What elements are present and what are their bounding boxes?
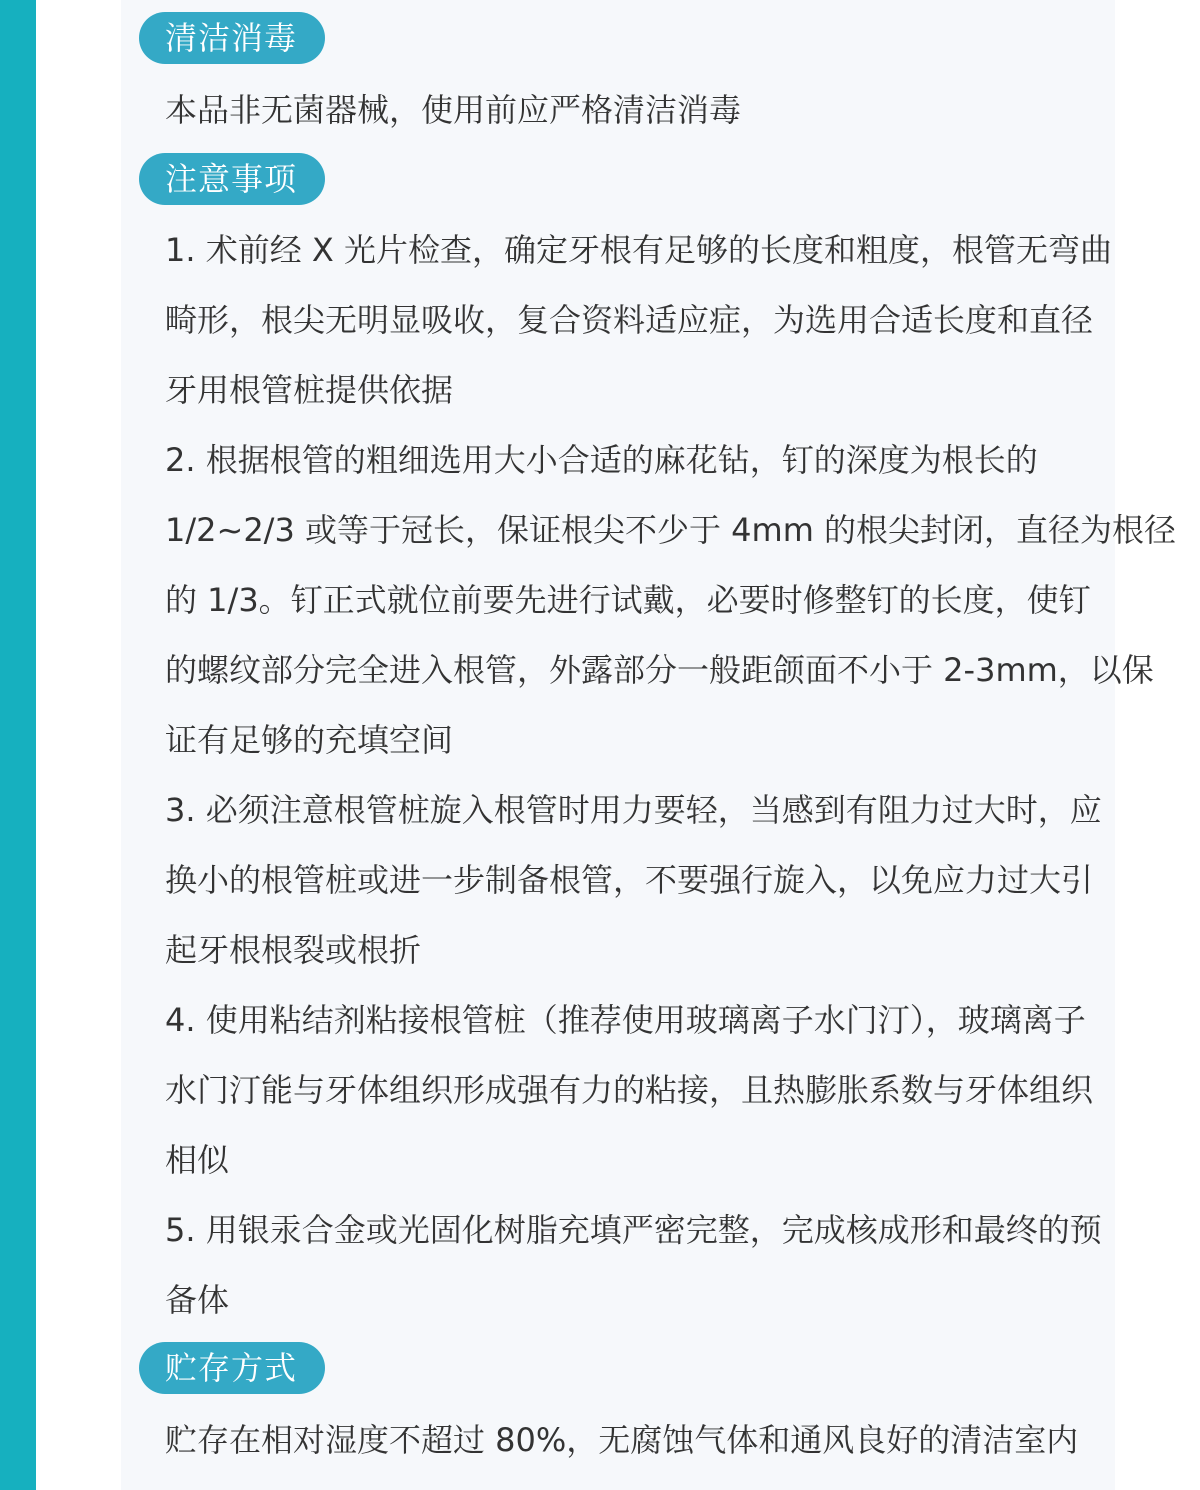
precaution-line: 2. 根据根管的粗细选用大小合适的麻花钻，钉的深度为根长的 — [165, 441, 1038, 479]
precaution-line: 3. 必须注意根管桩旋入根管时用力要轻，当感到有阻力过大时，应 — [165, 791, 1102, 829]
precaution-line: 相似 — [165, 1141, 230, 1179]
precaution-line: 的螺纹部分完全进入根管，外露部分一般距颌面不小于 2-3mm，以保 — [165, 651, 1154, 689]
left-accent-bar — [0, 0, 36, 1490]
section-title-precautions: 注意事项 — [139, 153, 325, 205]
section-title-storage: 贮存方式 — [139, 1342, 325, 1394]
precaution-line: 起牙根根裂或根折 — [165, 931, 422, 969]
precaution-line: 的 1/3。钉正式就位前要先进行试戴，必要时修整钉的长度，使钉 — [165, 581, 1091, 619]
storage-text: 贮存在相对湿度不超过 80%，无腐蚀气体和通风良好的清洁室内 — [165, 1421, 1079, 1459]
cleaning-text: 本品非无菌器械，使用前应严格清洁消毒 — [165, 91, 742, 129]
precaution-line: 证有足够的充填空间 — [165, 721, 454, 759]
precaution-line: 1. 术前经 X 光片检查，确定牙根有足够的长度和粗度，根管无弯曲 — [165, 231, 1112, 269]
precaution-line: 畸形，根尖无明显吸收，复合资料适应症，为选用合适长度和直径 — [165, 301, 1094, 339]
precaution-line: 备体 — [165, 1281, 230, 1319]
precaution-line: 水门汀能与牙体组织形成强有力的粘接，且热膨胀系数与牙体组织 — [165, 1071, 1094, 1109]
precaution-line: 5. 用银汞合金或光固化树脂充填严密完整，完成核成形和最终的预 — [165, 1211, 1102, 1249]
precaution-line: 换小的根管桩或进一步制备根管，不要强行旋入，以免应力过大引 — [165, 861, 1094, 899]
precaution-line: 牙用根管桩提供依据 — [165, 371, 454, 409]
precaution-line: 1/2~2/3 或等于冠长，保证根尖不少于 4mm 的根尖封闭，直径为根径 — [165, 511, 1177, 549]
section-title-cleaning: 清洁消毒 — [139, 12, 325, 64]
precaution-line: 4. 使用粘结剂粘接根管桩（推荐使用玻璃离子水门汀），玻璃离子 — [165, 1001, 1086, 1039]
